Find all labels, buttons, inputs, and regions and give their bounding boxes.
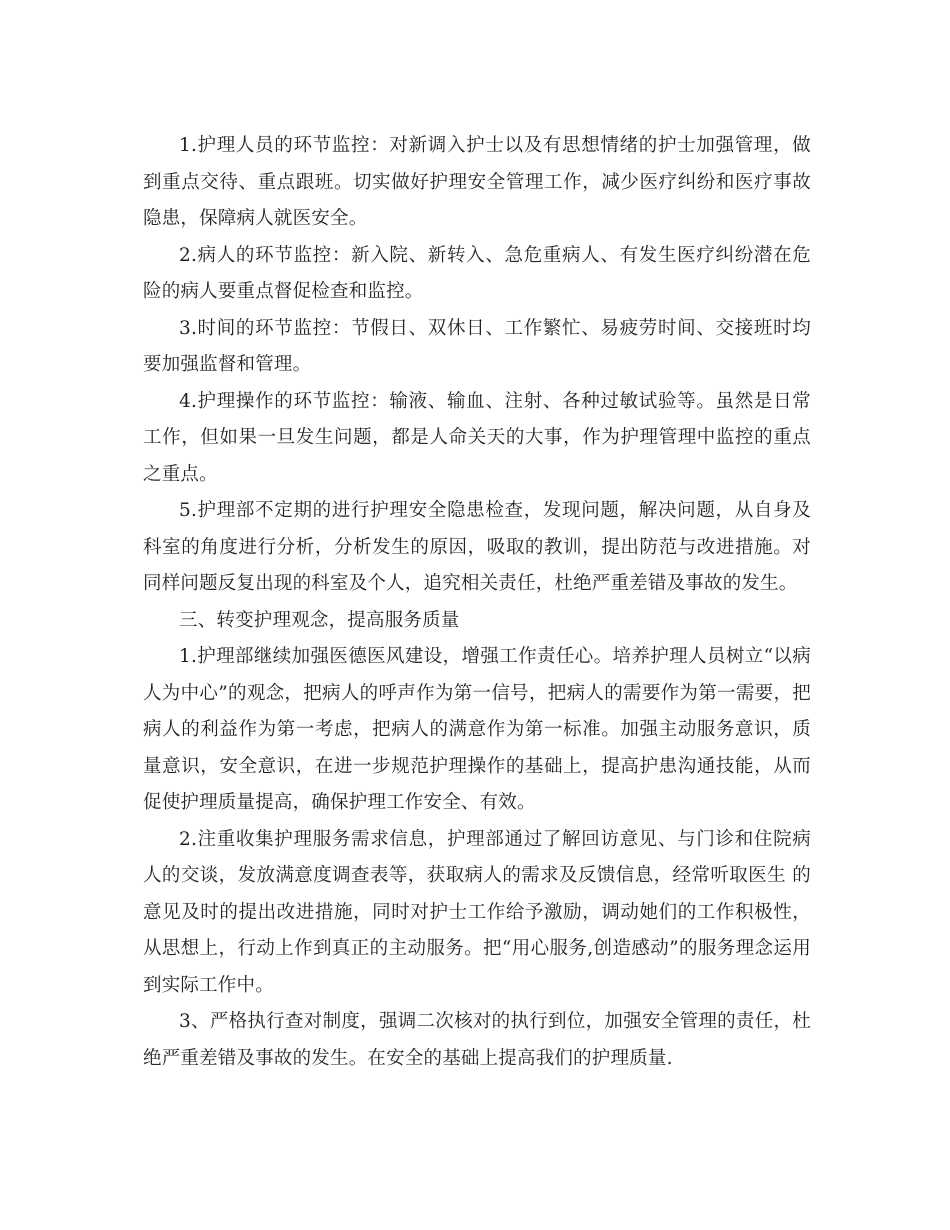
paragraph-nurse-monitoring: 1.护理人员的环节监控：对新调入护士以及有思想情绪的护士加强管理，做到重点交待、重点跟班。切实做好护理安全管理工作，减少医疗纠纷和医疗事故隐患，保障病人就医安全。 <box>143 135 811 229</box>
paragraph-safety-inspection: 5.护理部不定期的进行护理安全隐患检查，发现问题，解决问题，从自身及科室的角度进行分析，分析发生的原因，吸取的教训，提出防范与改进措施。对同样问题反复出现的科室及个人，追究相关责任，杜绝严重差错及事故的发生。 <box>143 500 811 594</box>
paragraph-ethics-building: 1.护理部继续加强医德医风建设，增强工作责任心。培养护理人员树立“以病人为中心”的观念，把病人的呼声作为第一信号，把病人的需要作为第一需要，把病人的利益作为第一考虑，把病人的满意作为第一标准。加强主动服务意识，质量意识，安全意识，在进一步规范护理操作的基础上，提高护患沟通技能，从而促使护理质量提高，确保护理工作安全、有效。 <box>143 646 811 813</box>
document-body <box>143 128 811 1077</box>
section-heading-service-quality: 三、转变护理观念，提高服务质量 <box>179 609 460 631</box>
paragraph-operation-monitoring: 4.护理操作的环节监控：输液、输血、注射、各种过敏试验等。虽然是日常工作，但如果一旦发生问题，都是人命关天的大事，作为护理管理中监控的重点之重点。 <box>143 390 811 485</box>
paragraph-feedback-collection: 2.注重收集护理服务需求信息，护理部通过了解回访意见、与门诊和住院病人的交谈，发放满意度调查表等，获取病人的需求及反馈信息，经常听取医生 的意见及时的提出改进措施，同时对护士工作给予激励，调动她们的工作积极性，从思想上，行动上作到真正的主动服务。把“用心服务,创造感动”的服务理念运用到实际工作中。 <box>143 828 811 996</box>
paragraph-verification-system: 3、严格执行查对制度，强调二次核对的执行到位，加强安全管理的责任，杜绝严重差错及事故的发生。在安全的基础上提高我们的护理质量. <box>143 1011 811 1069</box>
paragraph-time-monitoring: 3.时间的环节监控：节假日、双休日、工作繁忙、易疲劳时间、交接班时均要加强监督和管理。 <box>143 317 811 375</box>
paragraph-patient-monitoring: 2.病人的环节监控：新入院、新转入、急危重病人、有发生医疗纠纷潜在危险的病人要重点督促检查和监控。 <box>143 244 811 302</box>
